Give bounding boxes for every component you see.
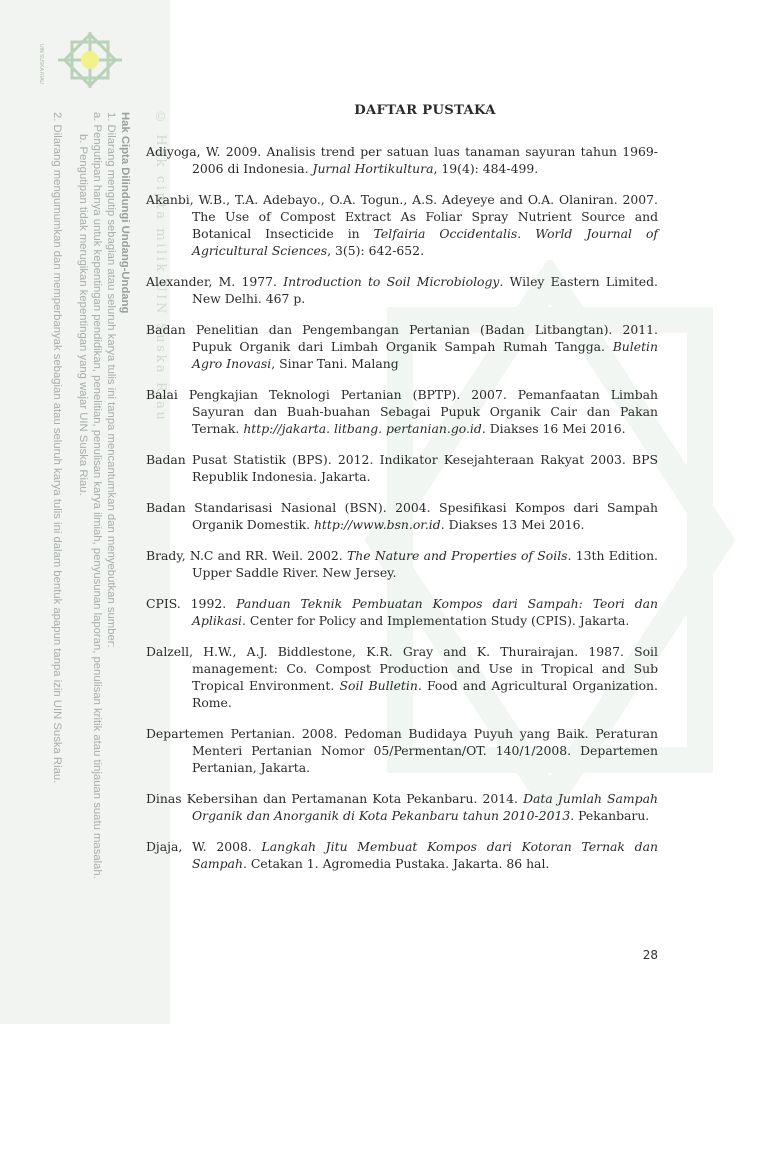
legal-point-1b: b. Pengutipan tidak merugikan kepentingan yang wajar UIN Suska Riau. <box>77 134 89 496</box>
reference-item <box>146 321 658 372</box>
reference-source-title: http://jakarta. litbang. pertanian.go.id <box>243 421 482 436</box>
reference-item <box>146 143 658 177</box>
reference-list <box>146 143 658 886</box>
legal-point-1: 1. Dilarang mengutip sebagian atau seluruh karya tulis ini tanpa mencantumkan dan menyebutkan sumber: <box>105 112 117 648</box>
reference-item <box>146 273 658 307</box>
reference-text-tail: . Cetakan 1. Agromedia Pustaka. Jakarta. 86 hal. <box>242 856 550 871</box>
reference-text-tail: . Wiley Eastern Limited. New Delhi. 467 p. <box>192 274 658 306</box>
reference-text: Badan Pusat Statistik (BPS). 2012. Indikator Kesejahteraan Rakyat 2003. BPS Republik Indonesia. Jakarta. <box>146 452 658 484</box>
reference-source-title: Jurnal Hortikultura <box>312 161 434 176</box>
reference-source-title: Telfairia Occidentalis. World Journal of Agricultural Sciences <box>192 226 658 258</box>
reference-text: Adiyoga, W. 2009. Analisis trend per satuan luas tanaman sayuran tahun 1969-2006 di Indonesia. <box>146 144 658 176</box>
reference-source-title: Langkah Jitu Membuat Kompos dari Kotoran Ternak dan Sampah <box>192 839 658 871</box>
reference-text-tail: , 3(5): 642-652. <box>327 243 425 258</box>
legal-point-2: 2. Dilarang mengumumkan dan memperbanyak sebagian atau seluruh karya tulis ini dalam bentuk apapun tanpa izin UIN Suska Riau. <box>51 112 63 784</box>
reference-item <box>146 595 658 629</box>
reference-item <box>146 499 658 533</box>
reference-text-tail: . Diakses 13 Mei 2016. <box>440 517 585 532</box>
reference-text: Dinas Kebersihan dan Pertamanan Kota Pekanbaru. 2014. <box>146 791 524 806</box>
reference-source-title: Soil Bulletin <box>339 678 418 693</box>
reference-text-tail: . Food and Agricultural Organization. Rome. <box>192 678 658 710</box>
legal-point-1a: a. Pengutipan hanya untuk kepentingan pendidikan, penelitian, penulisan karya ilmiah, penyusunan laporan, penulisan kritik atau tinjauan suatu masalah. <box>91 112 103 879</box>
reference-text: Akanbi, W.B., T.A. Adebayo., O.A. Togun., A.S. Adeyeye and O.A. Olaniran. 2007. The Use of Compost Extract As Foliar Spray Nutrient Source and Botanical Insecticide in <box>146 192 658 241</box>
reference-item <box>146 191 658 259</box>
reference-item <box>146 790 658 824</box>
reference-text: Dalzell, H.W., A.J. Biddlestone, K.R. Gray and K. Thurairajan. 1987. Soil management: Co. Compost Production and Use in Tropical and Sub Tropical Environment. <box>146 644 658 693</box>
reference-item <box>146 386 658 437</box>
reference-item <box>146 547 658 581</box>
reference-text-tail: . Diakses 16 Mei 2016. <box>481 421 626 436</box>
reference-source-title: Introduction to Soil Microbiology <box>283 274 500 289</box>
reference-text: Djaja, W. 2008. <box>146 839 262 854</box>
page-title: DAFTAR PUSTAKA <box>354 103 496 118</box>
reference-text: CPIS. 1992. <box>146 596 237 611</box>
reference-source-title: Buletin Agro Inovasi <box>192 339 658 371</box>
reference-text-tail: , Sinar Tani. Malang <box>271 356 399 371</box>
reference-source-title: http://www.bsn.or.id <box>313 517 441 532</box>
logo-caption: UIN SUSKA RIAU <box>38 44 44 85</box>
reference-source-title: Data Jumlah Sampah Organik dan Anorganik di Kota Pekanbaru tahun 2010-2013 <box>192 791 658 823</box>
reference-source-title: The Nature and Properties of Soils <box>347 548 568 563</box>
reference-item <box>146 725 658 776</box>
page-number: 28 <box>642 948 658 962</box>
legal-heading: Hak Cipta Dilindungi Undang-Undang <box>119 112 131 314</box>
reference-item <box>146 838 658 872</box>
reference-text: Badan Standarisasi Nasional (BSN). 2004. Spesifikasi Kompos dari Sampah Organik Domestik. <box>146 500 658 532</box>
reference-source-title: Panduan Teknik Pembuatan Kompos dari Sampah: Teori dan Aplikasi <box>192 596 658 628</box>
reference-text: Balai Pengkajian Teknologi Pertanian (BPTP). 2007. Pemanfaatan Limbah Sayuran dan Buah-buahan Sebagai Pupuk Organik Cair dan Pakan Ternak. <box>146 387 658 436</box>
reference-text: Alexander, M. 1977. <box>146 274 284 289</box>
copyright-vertical-text: © Hak cipta milik UIN Suska Riau <box>153 110 168 423</box>
reference-item <box>146 643 658 711</box>
reference-item <box>146 451 658 485</box>
reference-text-tail: . 13th Edition. Upper Saddle River. New Jersey. <box>192 548 658 580</box>
reference-text-tail: . Pekanbaru. <box>570 808 650 823</box>
reference-text-tail: . Center for Policy and Implementation Study (CPIS). Jakarta. <box>242 613 630 628</box>
reference-text: Badan Penelitian dan Pengembangan Pertanian (Badan Litbangtan). 2011. Pupuk Organik dari Limbah Organik Sampah Rumah Tangga. <box>146 322 658 354</box>
reference-text-tail: , 19(4): 484-499. <box>433 161 539 176</box>
reference-text: Departemen Pertanian. 2008. Pedoman Budidaya Puyuh yang Baik. Peraturan Menteri Pertanian Nomor 05/Permentan/OT. 140/1/2008. Departemen Pertanian, Jakarta. <box>146 726 658 775</box>
reference-text: Brady, N.C and RR. Weil. 2002. <box>146 548 348 563</box>
margin-strip <box>0 0 170 1024</box>
